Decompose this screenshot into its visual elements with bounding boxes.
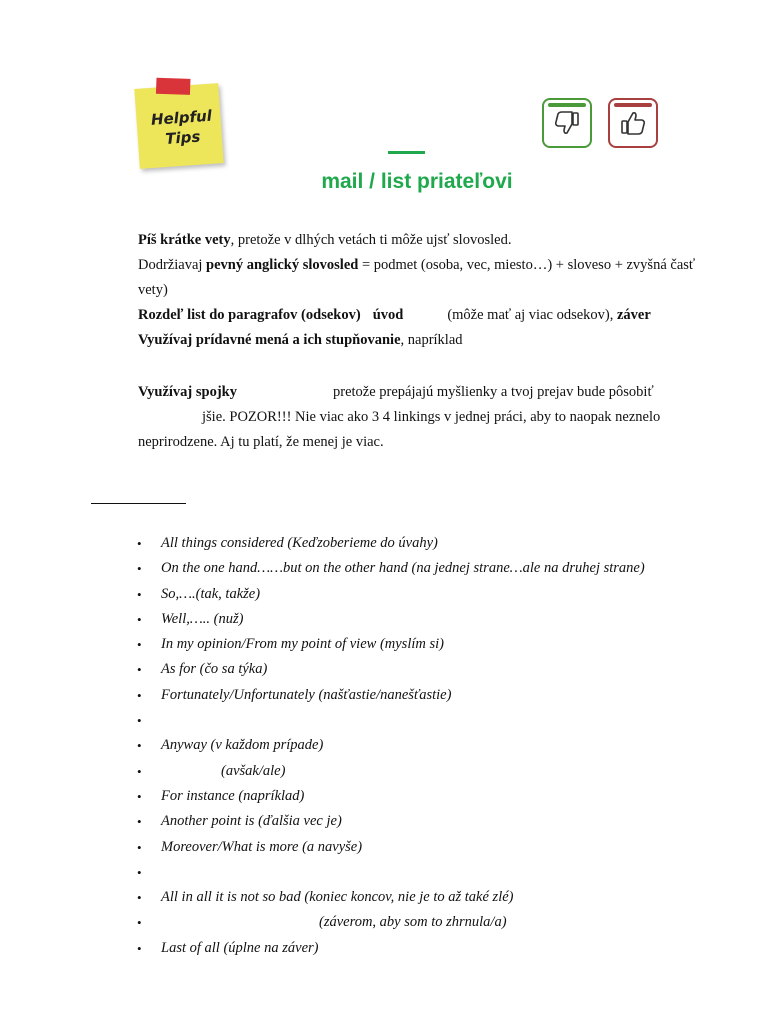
list-item: • In my opinion/From my point of view (myslím si)	[137, 632, 737, 657]
list-item: • On the one hand……but on the other hand (na jednej strane…ale na druhej strane)	[137, 556, 737, 581]
section-rule	[91, 503, 186, 504]
helpful-tips-label: Helpful Tips	[150, 106, 213, 148]
list-item: • (avšak/ale)	[137, 759, 737, 784]
list-item: • All things considered (Keďzoberieme do úvahy)	[137, 531, 737, 556]
list-item: • Well,….. (nuž)	[137, 607, 737, 632]
tip-line-3: Rozdeľ list do paragrafov (odsekov) úvod (môže mať aj viac odsekov), záver	[138, 307, 651, 323]
list-item	[137, 708, 737, 733]
title-dash	[388, 151, 425, 154]
linkings-paragraph: Využívaj spojky pretože prepájajú myšlienky a tvoj prejav bude pôsobiť jšie. POZOR!!! Nie viac ako 3 4 linkings v jednej práci, aby to naopak neznelo neprirodzene. Aj tu platí, že menej je viac.	[138, 384, 661, 450]
list-item: • All in all it is not so bad (koniec koncov, nie je to až také zlé)	[137, 885, 737, 910]
list-item: • Anyway (v každom prípade)	[137, 733, 737, 758]
thumbs-down-icon	[542, 98, 592, 148]
page-title: mail / list priateľovi	[321, 170, 513, 193]
linkings-list	[137, 531, 737, 961]
thumbs-down-glyph	[552, 108, 582, 138]
red-tape	[156, 78, 191, 95]
tip-line-1: Píš krátke vety, pretože v dlhých vetách ti môže ujsť slovosled.	[138, 232, 512, 248]
tips-paragraph	[138, 228, 718, 353]
tip-line-2: Dodržiavaj pevný anglický slovosled = podmet (osoba, vec, miesto…) + sloveso + zvyšná časť vety)	[138, 257, 696, 298]
list-item: • (záverom, aby som to zhrnula/a)	[137, 910, 737, 935]
helpful-tips-note	[134, 83, 223, 169]
list-item: • As for (čo sa týka)	[137, 657, 737, 682]
thumbs-up-glyph	[618, 108, 648, 138]
list-item	[137, 860, 737, 885]
list-item: • Moreover/What is more (a navyše)	[137, 835, 737, 860]
thumbs-up-icon	[608, 98, 658, 148]
list-item: • For instance (napríklad)	[137, 784, 737, 809]
list-item: • So,….(tak, takže)	[137, 582, 737, 607]
list-item: • Another point is (ďalšia vec je)	[137, 809, 737, 834]
tip-line-4: Využívaj prídavné mená a ich stupňovanie, napríklad	[138, 332, 463, 348]
list-item: • Fortunately/Unfortunately (našťastie/nanešťastie)	[137, 683, 737, 708]
list-item: • Last of all (úplne na záver)	[137, 936, 737, 961]
